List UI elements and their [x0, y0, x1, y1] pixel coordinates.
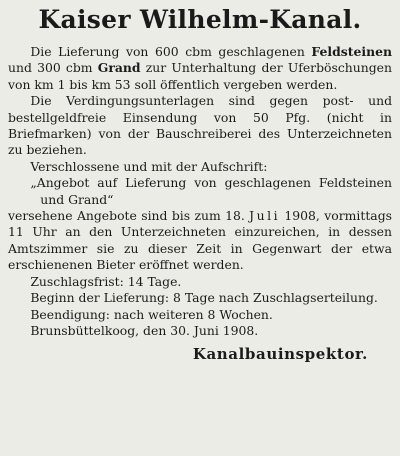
notice-title: Kaiser Wilhelm-Kanal.	[38, 5, 362, 34]
place-and-date: Brunsbüttelkoog, den 30. Juni 1908.	[30, 322, 259, 338]
paragraph-award-period: Zuschlagsfrist: 14 Tage.	[30, 273, 182, 289]
paragraph-delivery	[8, 44, 392, 93]
delivery-text-3: zur Unterhaltung der Uferböschungen von km 1 bis km 53 soll öffentlich vergeben werden.	[8, 60, 392, 92]
paragraph-delivery-start: Beginn der Lieferung: 8 Tage nach Zuschlagserteilung.	[30, 290, 378, 306]
delivery-item-fieldstones: Feldsteinen	[311, 44, 392, 59]
delivery-text-2: und 300 cbm	[8, 60, 98, 76]
paragraph-completion: Beendigung: nach weiteren 8 Wochen.	[30, 306, 273, 322]
paragraph-inscription: „Angebot auf Lieferung von geschlagenen Feldsteinen und Grand“	[30, 175, 392, 207]
paragraph-sealed: Verschlossene und mit der Aufschrift:	[30, 158, 268, 174]
delivery-item-gravel: Grand	[97, 60, 141, 76]
signature: Kanalbauinspektor.	[192, 345, 368, 364]
deadline-text-1: versehene Angebote sind bis zum 18.	[8, 208, 250, 224]
delivery-text-1: Die Lieferung von 600 cbm geschlagenen	[30, 44, 312, 59]
deadline-text-2: 1908, vormittags 11 Uhr an den Unterzeichneten einzureichen, in dessen Amtszimmer sie zu dieser Zeit in Gegenwart der etwa erschienenen Bieter eröffnet werden.	[8, 208, 392, 273]
paragraph-deadline	[8, 208, 392, 274]
deadline-month: Juli	[249, 208, 281, 224]
paragraph-documents: Die Verdingungsunterlagen sind gegen post- und bestellgeldfreie Einsendung von 50 Pfg. (nicht in Briefmarken) von der Bauschreiberei des Unterzeichneten zu beziehen.	[8, 93, 392, 158]
